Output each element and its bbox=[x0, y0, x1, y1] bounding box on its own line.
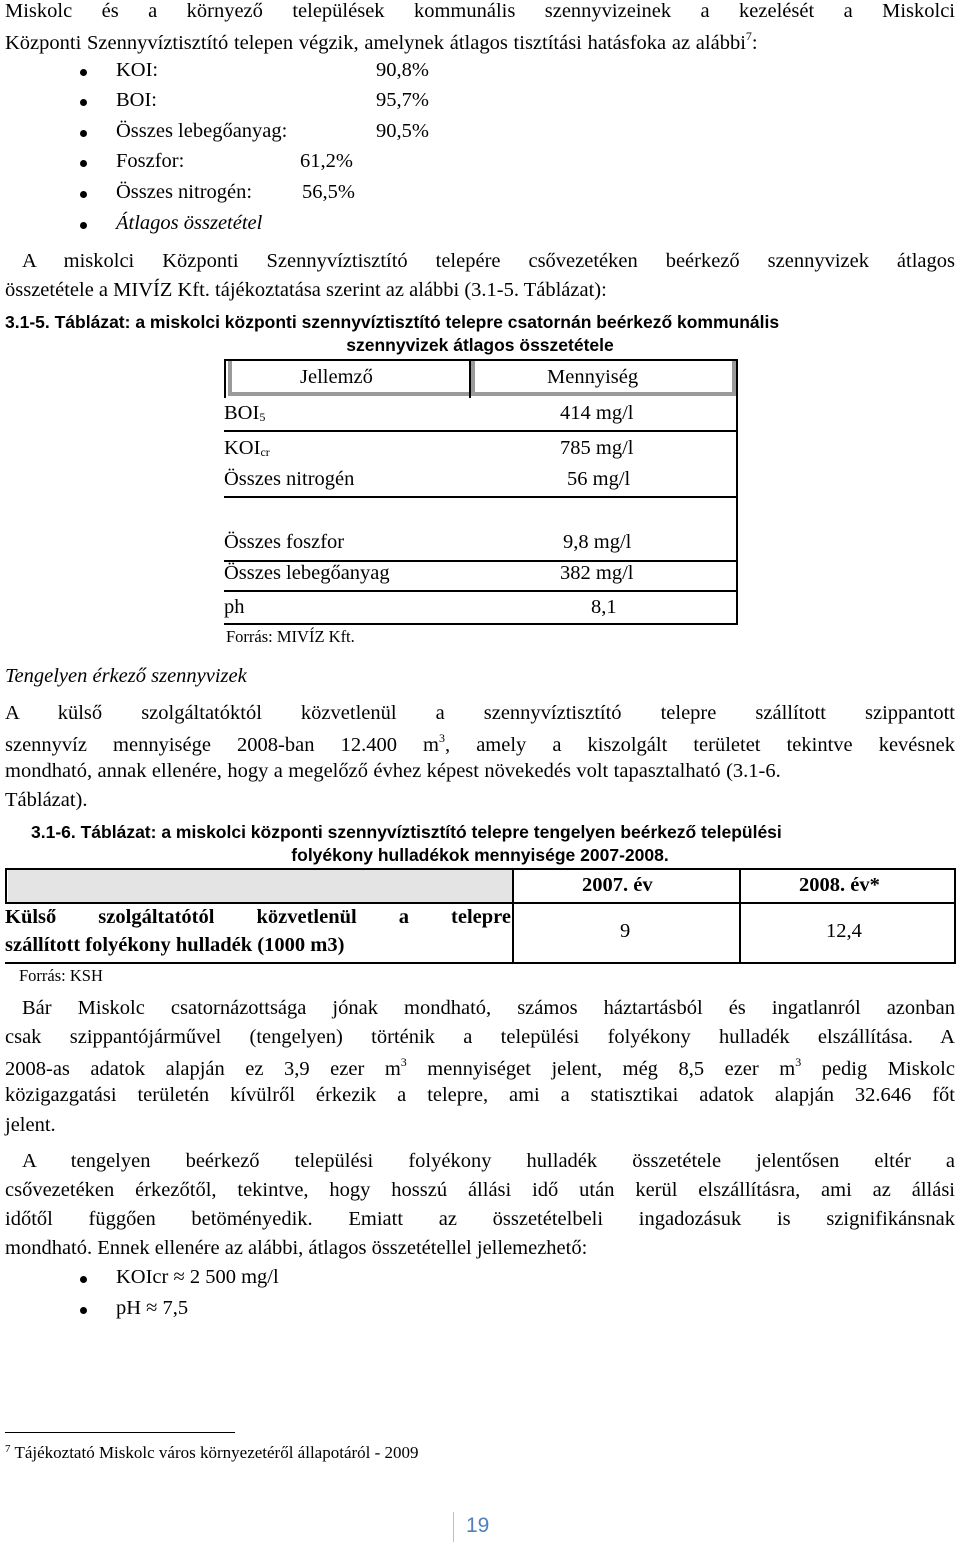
row-name-text: BOI bbox=[224, 402, 260, 424]
tanker-para-line-1: A külső szolgáltatóktól közvetlenül a szennyvíztisztító telepre szállított szippantott bbox=[5, 702, 955, 724]
table-row-value: 9,8 mg/l bbox=[563, 531, 632, 553]
table1-header-quantity: Mennyiség bbox=[547, 366, 639, 388]
composition-item: KOIcr ≈ 2 500 mg/l bbox=[116, 1266, 279, 1288]
table-border bbox=[5, 962, 956, 964]
table-row-name bbox=[224, 402, 265, 425]
table-border bbox=[224, 496, 738, 498]
table-border bbox=[469, 359, 471, 398]
avg-para-line-2: összetétele a MIVÍZ Kft. tájékoztatása szerint az alábbi (3.1-5. Táblázat): bbox=[5, 279, 607, 301]
table1-caption-line-2: szennyvizek átlagos összetétele bbox=[346, 335, 614, 355]
table2-col-2008: 2008. év* bbox=[799, 874, 880, 896]
efficiency-label: Összes nitrogén: bbox=[116, 181, 253, 203]
table-border bbox=[5, 868, 7, 904]
bullet-icon bbox=[80, 1276, 87, 1283]
bullet-icon bbox=[80, 130, 87, 137]
table-border bbox=[5, 868, 956, 870]
table-row-name bbox=[224, 437, 270, 460]
table-shadow bbox=[8, 870, 512, 902]
row-name-sub: 5 bbox=[259, 410, 266, 424]
para3-line-2: csak szippantójárművel (tengelyen) történik a települési folyékony hulladék elszállítása. A bbox=[5, 1026, 955, 1048]
table-border bbox=[224, 359, 738, 361]
table-border bbox=[224, 359, 226, 398]
tanker-line-2-a: szennyvíz mennyisége 2008-ban 12.400 m bbox=[5, 734, 439, 756]
table-row-name: Összes foszfor bbox=[224, 531, 345, 553]
table-row-value: 785 mg/l bbox=[560, 437, 634, 459]
table2-source: Forrás: KSH bbox=[19, 966, 103, 985]
row-name-text: KOI bbox=[224, 437, 261, 459]
table-row-value: 8,1 bbox=[591, 596, 617, 618]
composition-item: pH ≈ 7,5 bbox=[116, 1297, 189, 1319]
para4-line-1: A tengelyen beérkező települési folyékony hulladék összetétele jelentősen eltér a bbox=[22, 1150, 955, 1172]
tanker-para-line-4: Táblázat). bbox=[5, 789, 88, 811]
page-number-divider bbox=[453, 1512, 454, 1542]
efficiency-label: Összes lebegőanyag: bbox=[116, 120, 288, 142]
table-row-value: 56 mg/l bbox=[567, 468, 631, 490]
para4-line-3: időtől függően betöményedik. Emiatt az összetételbeli ingadozásuk is szignifikánsnak bbox=[5, 1208, 955, 1230]
tanker-line-2-b: , amely a kiszolgált területet tekintve kevésnek bbox=[444, 734, 955, 756]
table-border bbox=[224, 590, 738, 592]
intro-line-2 bbox=[5, 29, 955, 55]
table-row-value: 382 mg/l bbox=[560, 562, 634, 584]
intro-line-2-end: : bbox=[751, 32, 758, 54]
table-border bbox=[224, 623, 738, 625]
footnote-separator bbox=[5, 1432, 235, 1433]
superscript: 3 bbox=[400, 1055, 407, 1069]
para3-line-1: Bár Miskolc csatornázottsága jónak mondható, számos háztartásból és ingatlanról azonban bbox=[22, 997, 955, 1019]
tanker-heading: Tengelyen érkező szennyvizek bbox=[5, 665, 247, 687]
superscript: 3 bbox=[795, 1055, 802, 1069]
tanker-para-line-2 bbox=[5, 731, 955, 757]
table1-source: Forrás: MIVÍZ Kft. bbox=[226, 627, 355, 646]
table2-value-2008: 12,4 bbox=[826, 920, 862, 942]
para3-line-3-b: mennyiséget jelent, még 8,5 ezer m bbox=[406, 1058, 796, 1080]
footnote-text: Tájékoztató Miskolc város környezetéről állapotáról - 2009 bbox=[14, 1443, 419, 1462]
bullet-icon bbox=[80, 191, 87, 198]
table1-caption-line-1: 3.1-5. Táblázat: a miskolci központi szennyvíztisztító telepre csatornán beérkező kommunális bbox=[5, 312, 780, 332]
efficiency-label: Foszfor: bbox=[116, 150, 185, 172]
bullet-icon bbox=[80, 69, 87, 76]
para3-line-5: jelent. bbox=[5, 1114, 56, 1136]
avg-heading: Átlagos összetétel bbox=[116, 212, 263, 234]
efficiency-value: 90,8% bbox=[376, 59, 429, 81]
para3-line-3-c: pedig Miskolc bbox=[801, 1058, 955, 1080]
bullet-icon bbox=[80, 222, 87, 229]
para3-line-3-a: 2008-as adatok alapján ez 3,9 ezer m bbox=[5, 1058, 401, 1080]
avg-para-line-1: A miskolci Központi Szennyvíztisztító telepére csővezetéken beérkező szennyvizek átlagos bbox=[22, 250, 955, 272]
efficiency-value: 56,5% bbox=[302, 181, 355, 203]
efficiency-value: 61,2% bbox=[300, 150, 353, 172]
efficiency-value: 95,7% bbox=[376, 89, 429, 111]
efficiency-value: 90,5% bbox=[376, 120, 429, 142]
tanker-para-line-3: mondható, annak ellenére, hogy a megelőző évhez képest növekedés volt tapasztalható (3.1-6. bbox=[5, 760, 781, 782]
para4-line-2: csővezetéken érkezőtől, tekintve, hogy hosszú állási idő után kerül elszállításra, ami az állási bbox=[5, 1179, 955, 1201]
table-shadow bbox=[228, 361, 232, 394]
efficiency-label: BOI: bbox=[116, 89, 157, 111]
table-border bbox=[5, 902, 956, 904]
row-name-sub: cr bbox=[260, 445, 270, 459]
table1-header-characteristic: Jellemző bbox=[300, 366, 373, 388]
superscript: 3 bbox=[438, 731, 445, 745]
table-border bbox=[736, 359, 738, 625]
bullet-icon bbox=[80, 99, 87, 106]
para3-line-4: közigazgatási területén kívülről érkezik a telepre, ami a statisztikai adatok alapján 32.646 főt bbox=[5, 1084, 955, 1106]
table-border bbox=[512, 868, 514, 964]
footnote-ref: 7 bbox=[745, 29, 752, 43]
intro-line-1: Miskolc és a környező települések kommunális szennyvizeinek a kezelését a Miskolci bbox=[5, 0, 955, 22]
table-shadow bbox=[228, 392, 736, 396]
table-shadow bbox=[471, 361, 475, 394]
page-number: 19 bbox=[466, 1514, 490, 1537]
table2-row-label-line-1: Külső szolgáltatótól közvetlenül a telepre bbox=[5, 906, 511, 928]
table-row-name: Összes nitrogén bbox=[224, 468, 355, 490]
table-border bbox=[954, 868, 956, 964]
table-row-name: Összes lebegőanyag bbox=[224, 562, 390, 584]
footnote bbox=[5, 1443, 419, 1463]
table2-caption-line-2: folyékony hulladékok mennyisége 2007-2008. bbox=[291, 845, 669, 865]
table2-value-2007: 9 bbox=[620, 920, 631, 942]
table2-row-label-line-2: szállított folyékony hulladék (1000 m3) bbox=[5, 934, 345, 956]
bullet-icon bbox=[80, 160, 87, 167]
table-border bbox=[224, 430, 738, 432]
footnote-number: 7 bbox=[5, 1443, 11, 1455]
table-row-name: ph bbox=[224, 596, 245, 618]
table-border bbox=[739, 868, 741, 964]
bullet-icon bbox=[80, 1307, 87, 1314]
para4-line-4: mondható. Ennek ellenére az alábbi, átlagos összetétellel jellemezhető: bbox=[5, 1237, 588, 1259]
table-row-value: 414 mg/l bbox=[560, 402, 634, 424]
efficiency-label: KOI: bbox=[116, 59, 159, 81]
intro-line-2-text: Központi Szennyvíztisztító telepen végzik, amelynek átlagos tisztítási hatásfoka az alábbi bbox=[5, 32, 746, 54]
para3-line-3 bbox=[5, 1055, 955, 1081]
table2-col-2007: 2007. év bbox=[582, 874, 653, 896]
table2-caption-line-1: 3.1-6. Táblázat: a miskolci központi szennyvíztisztító telepre tengelyen beérkező települési bbox=[31, 822, 782, 842]
